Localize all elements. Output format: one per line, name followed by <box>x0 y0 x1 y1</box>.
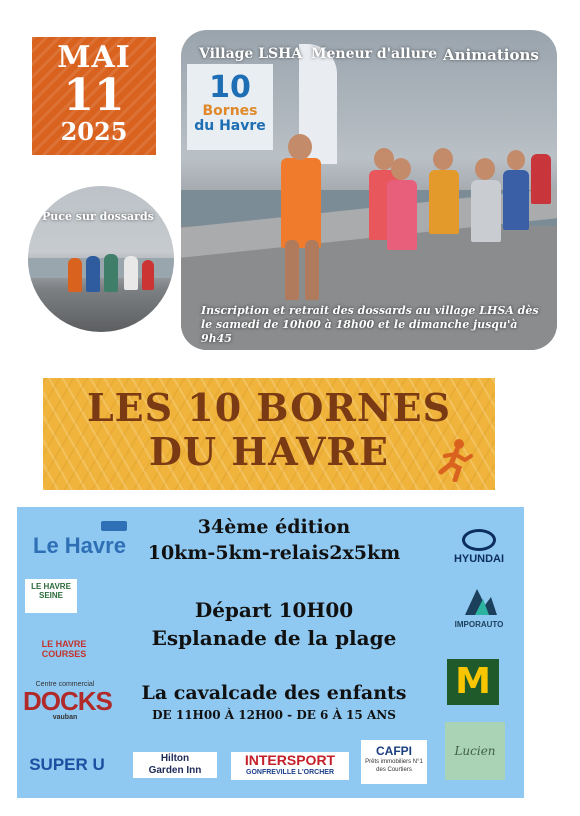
imporauto-text: IMPORAUTO <box>454 620 504 629</box>
hilton-logo <box>133 752 217 778</box>
distances: 10km-5km-relais2x5km <box>147 542 401 564</box>
script-logo-text: Lucien <box>454 744 496 758</box>
hilton-text-1: Hilton <box>160 753 190 764</box>
logo-line2: du Havre <box>194 118 266 134</box>
havre-courses-logo <box>21 639 107 659</box>
hyundai-text: HYUNDAI <box>453 553 505 565</box>
date-month: MAI <box>57 40 131 75</box>
edition: 34ème édition <box>197 516 351 538</box>
registration-info: Inscription et retrait des dossards au village LHSA dès le samedi de 10h00 à 18h00 et le dimanche jusqu'à 9h45 <box>201 304 539 345</box>
label-animations: Animations <box>443 46 539 64</box>
le-havre-seine-logo <box>25 579 77 613</box>
hyundai-logo <box>445 527 513 569</box>
mcdonalds-text: M <box>455 661 491 702</box>
imporauto-logo <box>445 585 513 635</box>
mcdonalds-logo <box>447 659 499 705</box>
docks-logo <box>23 681 112 735</box>
info-panel <box>17 507 524 798</box>
cafpi-logo <box>361 740 427 784</box>
intersport-text: INTERSPORT <box>244 752 336 768</box>
label-meneur: Meneur d'allure <box>311 46 438 62</box>
label-village: Village LSHA <box>199 46 303 62</box>
havre-courses-text: LE HAVRE COURSES <box>41 639 87 659</box>
le-havre-text: Le Havre <box>33 533 126 558</box>
kids-details: DE 11H00 À 12H00 - DE 6 À 15 ANS <box>152 708 396 722</box>
script-logo <box>445 722 505 780</box>
date-day: 11 <box>63 70 125 121</box>
title-banner <box>43 378 495 490</box>
super-u-text: SUPER U <box>29 755 105 774</box>
location: Esplanade de la plage <box>151 626 397 650</box>
kids-title: La cavalcade des enfants <box>141 682 407 704</box>
le-havre-logo <box>23 521 133 558</box>
intersport-logo <box>231 752 349 780</box>
date-badge <box>32 37 156 155</box>
title-line2: DU HAVRE <box>149 429 389 474</box>
title-line1: LES 10 BORNES <box>86 385 452 430</box>
docks-text: DOCKS <box>23 686 112 716</box>
date-year: 2025 <box>60 117 128 146</box>
label-puce: Puce sur dossards <box>42 210 154 223</box>
mountain-icon <box>461 585 497 615</box>
docks-sub-text: vauban <box>52 714 78 721</box>
intersport-sub-text: GONFREVILLE L'ORCHER <box>246 769 334 776</box>
super-u-logo <box>23 755 111 779</box>
10-bornes-logo <box>187 64 273 150</box>
race-photo-main <box>181 30 557 350</box>
le-havre-seine-text: LE HAVRE SEINE <box>31 582 71 600</box>
cafpi-text: CAFPI <box>376 744 412 758</box>
logo-number: 10 <box>209 70 251 105</box>
cafpi-sub-text: Prêts immobiliers N°1 des Courtiers <box>365 759 423 773</box>
logo-line1: Bornes <box>202 103 258 119</box>
race-photo-small <box>28 186 174 332</box>
departure: Départ 10H00 <box>194 598 354 622</box>
hilton-text-2: Garden Inn <box>148 765 202 776</box>
docks-top-text: Centre commercial <box>35 681 95 688</box>
runner-icon <box>435 438 475 482</box>
